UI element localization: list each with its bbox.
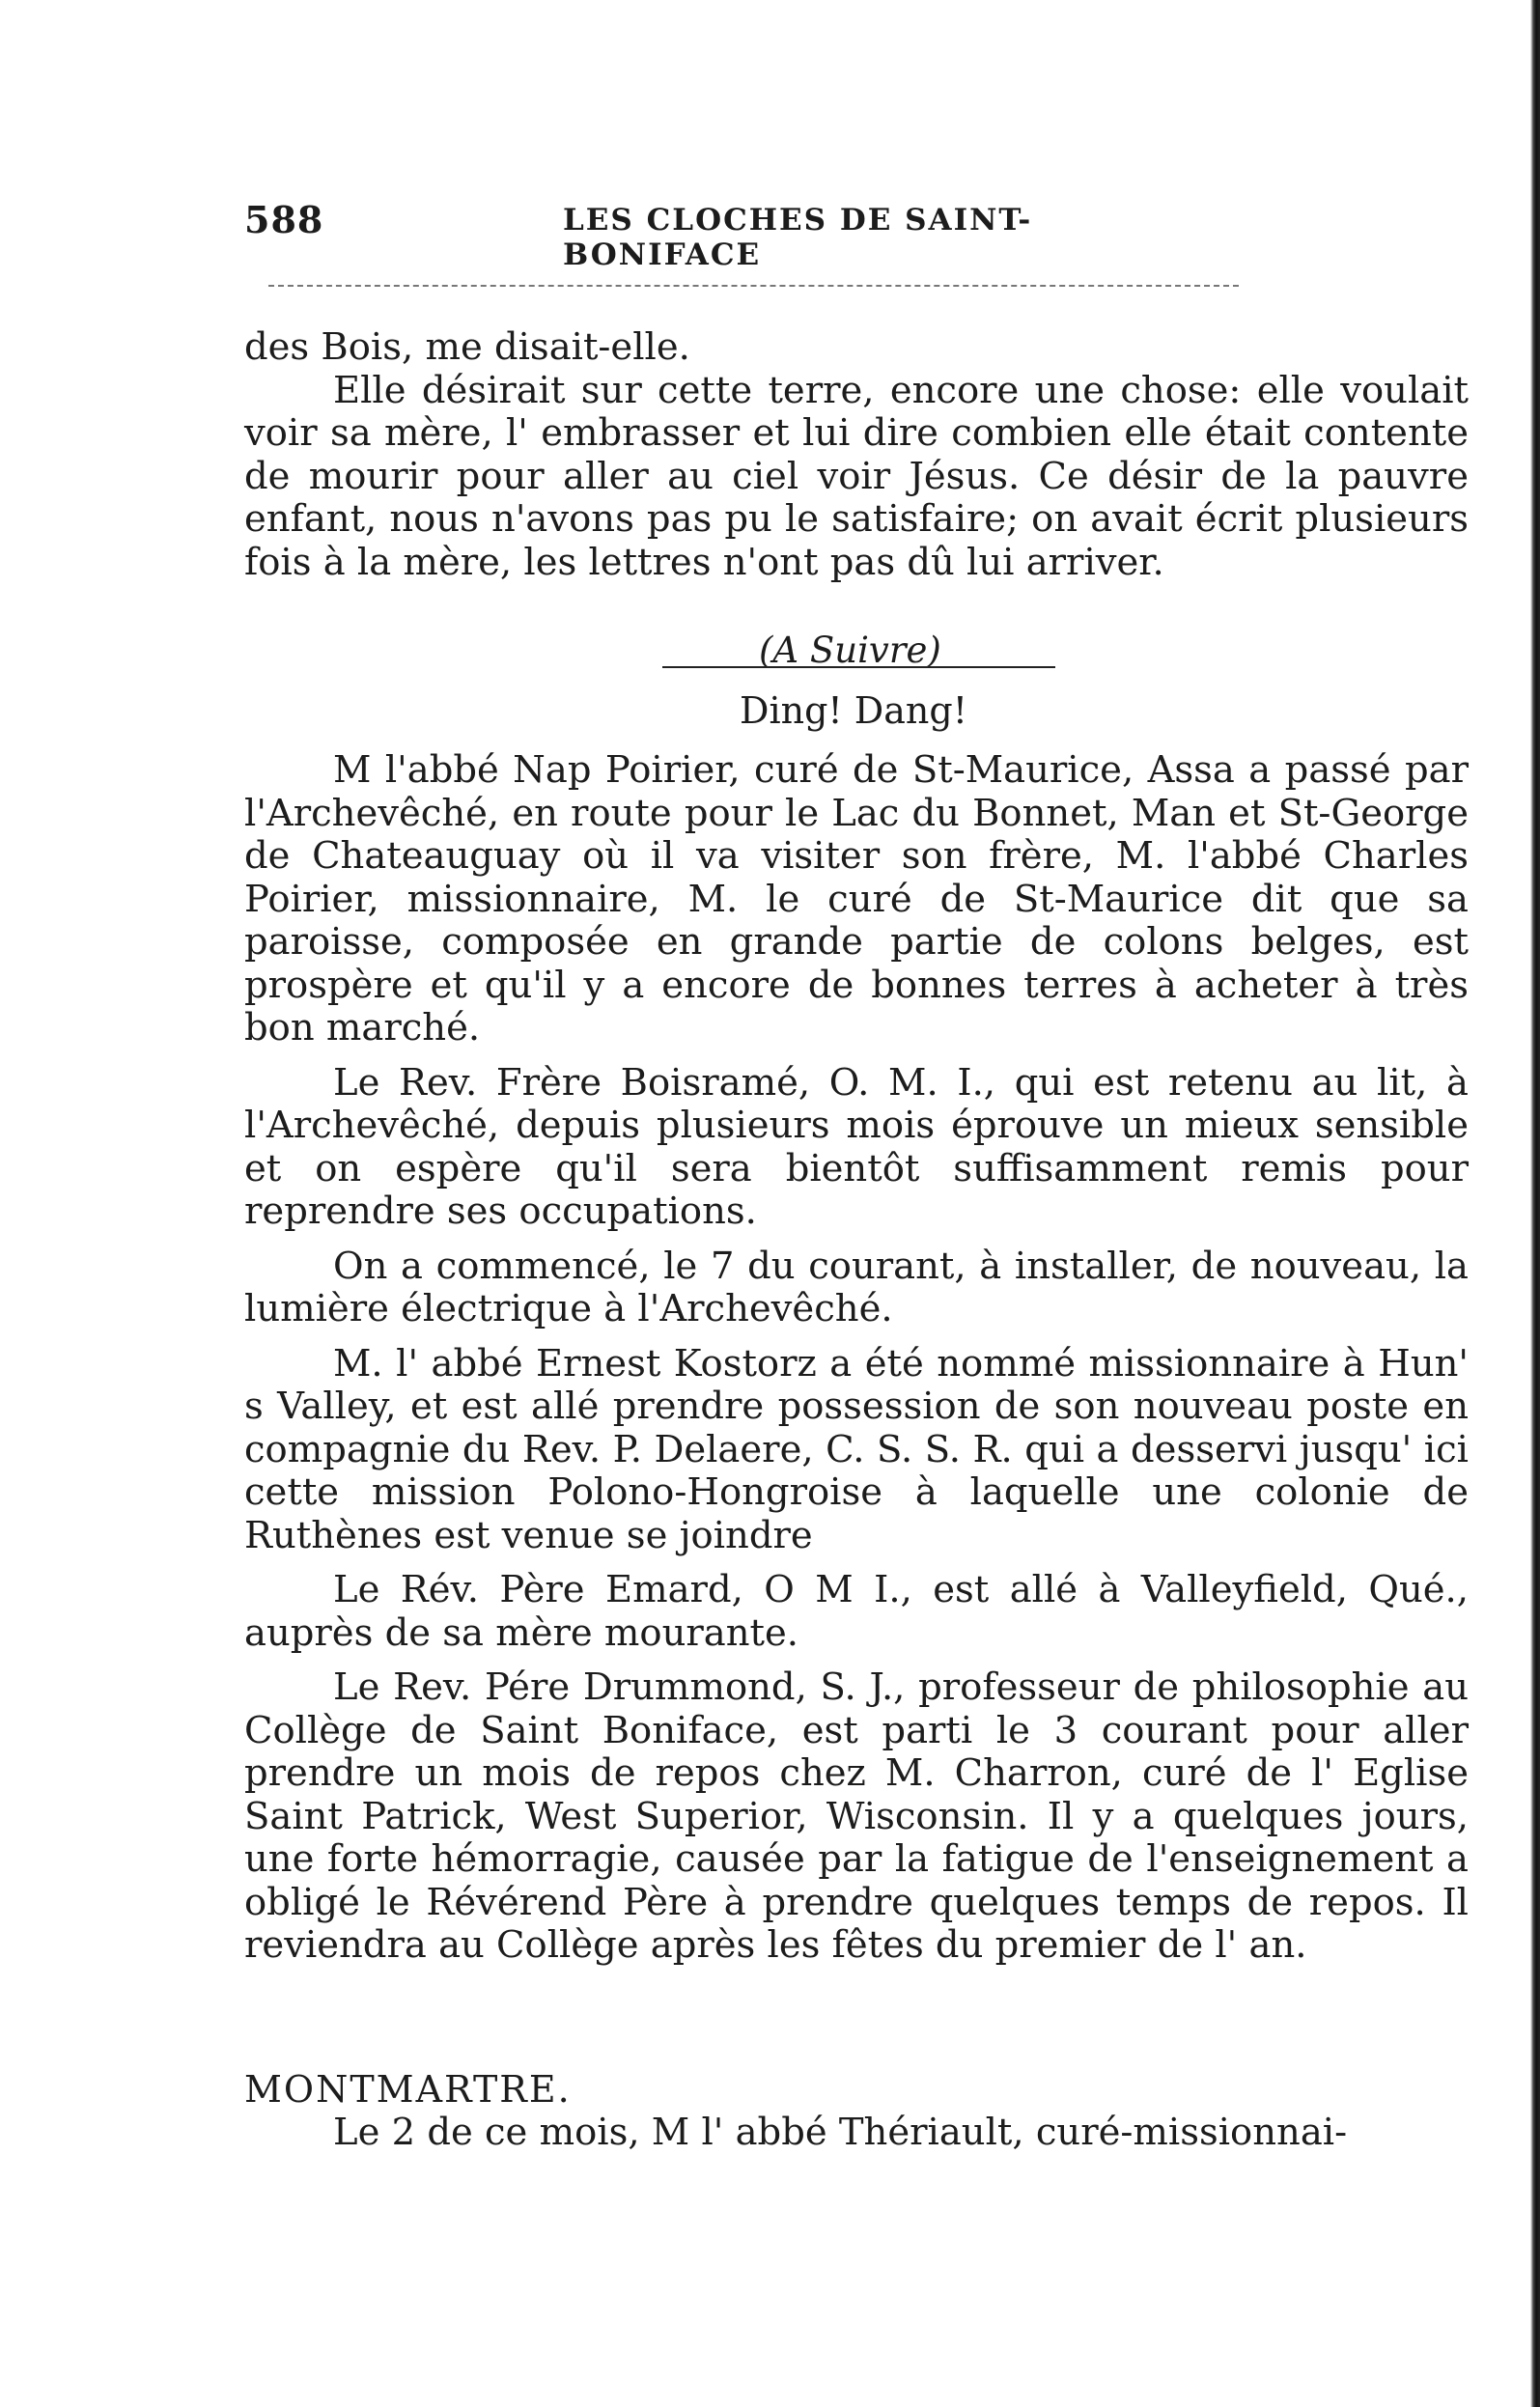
page-edge-shadow bbox=[1530, 0, 1540, 2407]
section-rule bbox=[662, 666, 1055, 668]
news-paragraph: Le Rev. Pére Drummond, S. J., professeur de philosophie au Collège de Saint Boniface, est parti le 3 courant pour aller prendre un mois de repos chez M. Charron, curé de l' Eglise Saint Patrick, West Superior, Wisconsin. Il y a quelques jours, une forte hémorragie, causée par la fatigue de l'enseignement a obligé le Révérend Père à prendre quelques temps de repos. Il reviendra au Collège après les fêtes du premier de l' an. bbox=[244, 1665, 1469, 1967]
section-heading: Ding! Dang! bbox=[740, 689, 967, 732]
continuation-block bbox=[244, 326, 1469, 584]
news-paragraph: M l'abbé Nap Poirier, curé de St-Maurice, Assa a passé par l'Archevêché, en route pour le Lac du Bonnet, Man et St-George de Chateauguay où il va visiter son frère, M. l'abbé Charles Poirier, missionnaire, M. le curé de St-Maurice dit que sa paroisse, composée en grande partie de colons belges, est prospère et qu'il y a encore de bonnes terres à acheter à très bon marché. bbox=[244, 748, 1469, 1050]
news-paragraph: On a commencé, le 7 du courant, à installer, de nouveau, la lumière électrique à l'Archevêché. bbox=[244, 1244, 1469, 1330]
to-be-continued: (A Suivre) bbox=[759, 630, 941, 671]
montmartre-first-line: Le 2 de ce mois, M l' abbé Thériault, curé-missionnai- bbox=[333, 2111, 1348, 2154]
page-number: 588 bbox=[244, 198, 324, 241]
page-header bbox=[244, 198, 1229, 272]
news-paragraph: Le Rév. Père Emard, O M I., est allé à Valleyfield, Qué., auprès de sa mère mourante. bbox=[244, 1568, 1469, 1655]
header-rule bbox=[268, 285, 1239, 287]
news-items bbox=[244, 749, 1469, 1968]
montmartre-heading: MONTMARTRE. bbox=[244, 2068, 572, 2111]
news-paragraph: M. l' abbé Ernest Kostorz a été nommé missionnaire à Hun' s Valley, et est allé prendre possession de son nouveau poste en compagnie du Rev. P. Delaere, C. S. S. R. qui a desservi jusqu' ici cette mission Polono-Hongroise à laquelle une colonie de Ruthènes est venue se joindre bbox=[244, 1341, 1469, 1557]
running-title: LES CLOCHES DE SAINT-BONIFACE bbox=[563, 203, 1033, 272]
continuation-line: des Bois, me disait-elle. bbox=[244, 325, 690, 369]
continuation-paragraph: Elle désirait sur cette terre, encore une chose: elle voulait voir sa mère, l' embrasser et lui dire combien elle était contente de mourir pour aller au ciel voir Jésus. Ce désir de la pauvre enfant, nous n'avons pas pu le satisfaire; on avait écrit plusieurs fois à la mère, les lettres n'ont pas dû lui arriver. bbox=[244, 368, 1469, 584]
news-paragraph: Le Rev. Frère Boisramé, O. M. I., qui est retenu au lit, à l'Archevêché, depuis plusieurs mois éprouve un mieux sensible et on espère qu'il sera bientôt suffisamment remis pour reprendre ses occupations. bbox=[244, 1060, 1469, 1233]
